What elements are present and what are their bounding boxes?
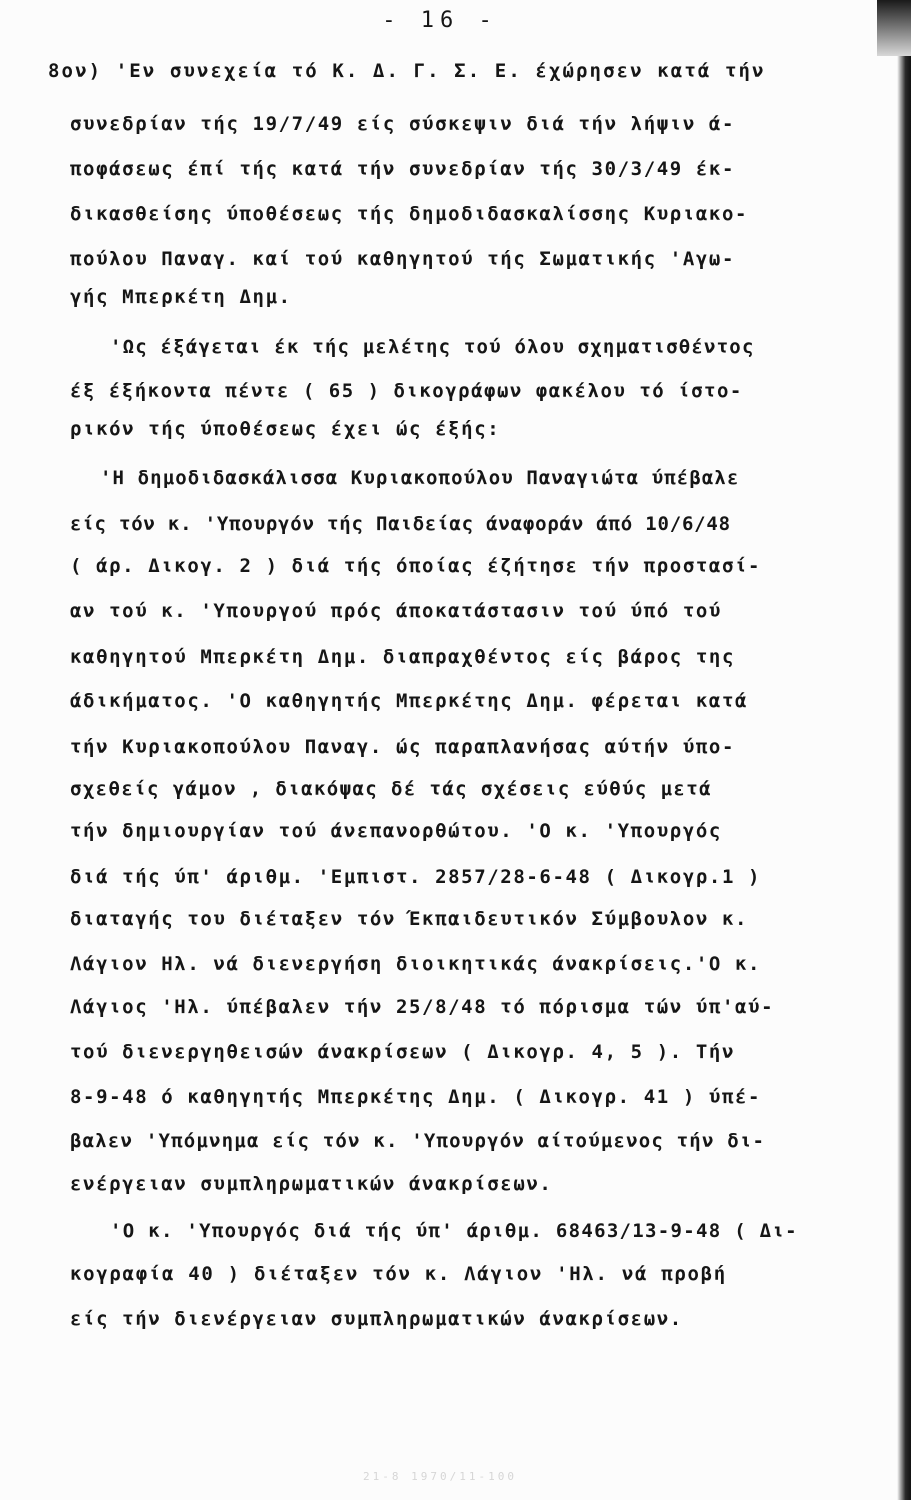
text-line-9: ρικόν τής ύποθέσεως έχει ώς έξής: bbox=[70, 418, 501, 440]
text-line-29: είς τήν διενέργειαν συμπληρωματικών άνακρίσεων. bbox=[70, 1308, 683, 1330]
text-line-15: άδικήματος. 'Ο καθηγητής Μπερκέτης Δημ. φέρεται κατά bbox=[70, 690, 749, 712]
text-line-14: καθηγητού Μπερκέτη Δημ. διαπραχθέντος είς βάρος της bbox=[70, 646, 735, 668]
text-line-5: πούλου Παναγ. καί τού καθηγητού τής Σωματικής 'Αγω- bbox=[70, 248, 735, 270]
text-line-1: 8ον) 'Εν συνεχεία τό Κ. Δ. Γ. Σ. Ε. έχώρησεν κατά τήν bbox=[48, 60, 766, 82]
text-line-24: 8-9-48 ό καθηγητής Μπερκέτης Δημ. ( Δικογρ. 41 ) ύπέ- bbox=[70, 1086, 762, 1108]
text-line-13: αν τού κ. 'Υπουργού πρός άποκατάστασιν τού ύπό τού bbox=[70, 600, 722, 622]
text-line-27: 'Ο κ. 'Υπουργός διά τής ύπ' άριθμ. 68463/13-9-48 ( Δι- bbox=[110, 1220, 798, 1242]
text-line-26: ενέργειαν συμπληρωματικών άνακρίσεων. bbox=[70, 1173, 553, 1195]
text-line-21: Λάγιον Ηλ. νά διενεργήση διοικητικάς άνακρίσεις.'Ο κ. bbox=[70, 953, 762, 975]
text-line-12: ( άρ. Δικογ. 2 ) διά τής όποίας έζήτησε τήν προστασί- bbox=[70, 555, 762, 577]
text-line-8: έξ έξήκοντα πέντε ( 65 ) δικογράφων φακέλου τό ίστο- bbox=[70, 380, 743, 402]
text-line-2: συνεδρίαν τής 19/7/49 είς σύσκεψιν διά τήν λήψιν ά- bbox=[70, 113, 735, 135]
text-line-4: δικασθείσης ύποθέσεως τής δημοδιδασκαλίσσης Κυριακο- bbox=[70, 203, 749, 225]
page-number: - 16 - bbox=[382, 8, 498, 33]
faint-footer-stamp: 21-8 1970/11-100 bbox=[363, 1470, 517, 1483]
text-line-28: κογραφία 40 ) διέταξεν τόν κ. Λάγιον 'Ηλ. νά προβή bbox=[70, 1263, 727, 1285]
scan-edge-shadow bbox=[897, 0, 911, 1500]
text-line-6: γής Μπερκέτη Δημ. bbox=[70, 286, 292, 308]
text-line-11: είς τόν κ. 'Υπουργόν τής Παιδείας άναφοράν άπό 10/6/48 bbox=[70, 513, 731, 535]
text-line-3: ποφάσεως έπί τής κατά τήν συνεδρίαν τής 30/3/49 έκ- bbox=[70, 158, 735, 180]
text-line-16: τήν Κυριακοπούλου Παναγ. ώς παραπλανήσας αύτήν ύπο- bbox=[70, 736, 735, 758]
text-line-17: σχεθείς γάμον , διακόψας δέ τάς σχέσεις εύθύς μετά bbox=[70, 778, 712, 800]
text-line-23: τού διενεργηθεισών άνακρίσεων ( Δικογρ. 4, 5 ). Τήν bbox=[70, 1041, 735, 1063]
text-line-10: 'Η δημοδιδασκάλισσα Κυριακοπούλου Παναγιώτα ύπέβαλε bbox=[100, 467, 740, 489]
scan-corner-shadow bbox=[877, 0, 911, 56]
text-line-22: Λάγιος 'Ηλ. ύπέβαλεν τήν 25/8/48 τό πόρισμα τών ύπ'αύ- bbox=[70, 996, 775, 1018]
text-line-25: βαλεν 'Υπόμνημα είς τόν κ. 'Υπουργόν αίτούμενος τήν δι- bbox=[70, 1130, 766, 1152]
text-line-18: τήν δημιουργίαν τού άνεπανορθώτου. 'Ο κ. 'Υπουργός bbox=[70, 820, 722, 842]
text-line-20: διαταγής του διέταξεν τόν Έκπαιδευτικόν Σύμβουλον κ. bbox=[70, 908, 749, 930]
text-line-19: διά τής ύπ' άριθμ. 'Εμπιστ. 2857/28-6-48 ( Δικογρ.1 ) bbox=[70, 866, 762, 888]
text-line-7: 'Ως έξάγεται έκ τής μελέτης τού όλου σχηματισθέντος bbox=[110, 336, 755, 358]
